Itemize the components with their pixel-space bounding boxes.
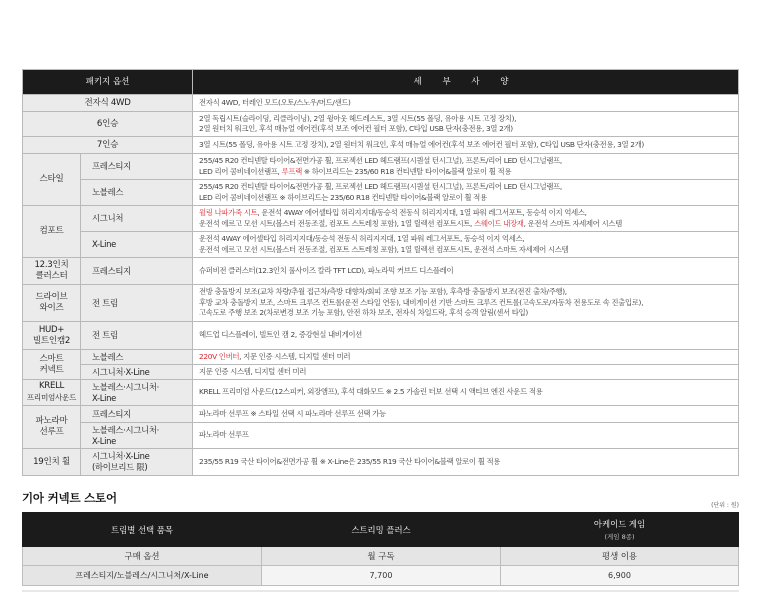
trim-noblesse-signature-xline: 노블레스·시그니처· X-Line [81, 380, 193, 406]
table-row [23, 95, 739, 112]
trim-noblesse: 노블레스 [81, 180, 193, 206]
store-header-row [23, 513, 739, 547]
option-desc: 235/55 R19 국산 타이어&전면가공 휠 ※ X-Line은 235/55 R19 국산 타이어&블랙 알로이 휠 적용 [193, 449, 739, 476]
trim-signature-xline-hybrid: 시그니처·X-Line (하이브리드 限) [81, 449, 193, 476]
option-smart-connect: 스마트 커넥트 [23, 350, 81, 380]
table-row [23, 137, 739, 154]
option-desc: 지문 인증 시스템, 디지털 센터 미러 [193, 365, 739, 380]
option-desc: 윌링 나파가죽 시트, 운전석 4WAY 에어셀타입 허리지지대/동승석 전동식 허리지지대, 1열 파워 레그서포트, 동승석 이지 억세스, 운전석 에르고 모션 시트(볼스터 전동조절, 컴포트 스트레칭 포함), 1열 릴렉션 컴포트시트, 스웨이드 내장재, 운전석 스마트 자세제어 시스템 [193, 206, 739, 232]
option-style: 스타일 [23, 154, 81, 206]
trim-all: 전 트림 [81, 322, 193, 350]
table-row [23, 258, 739, 285]
table-row [23, 232, 739, 258]
header-detail: 세 부 사 양 [193, 70, 739, 95]
option-desc: 220V 인버터, 지문 인증 시스템, 디지털 센터 미러 [193, 350, 739, 365]
option-comfort: 컴포트 [23, 206, 81, 258]
package-options-table [22, 69, 739, 476]
trim-signature: 시그니처 [81, 206, 193, 232]
store-subheader-row [23, 547, 739, 566]
unit-note: (단위 : 원) [711, 502, 739, 509]
store-subheader-option: 구매 옵션 [23, 547, 262, 566]
trim-all: 전 트림 [81, 285, 193, 322]
option-desc: 전자식 4WD, 터레인 모드(오토/스노우/머드/샌드) [193, 95, 739, 112]
table-row [23, 285, 739, 322]
table-row [23, 406, 739, 423]
option-desc: KRELL 프리미엄 사운드(12스피커, 외장앰프), 후석 대화모드 ※ 2.5 가솔린 터보 선택 시 액티브 엔진 사운드 적용 [193, 380, 739, 406]
table-row [23, 180, 739, 206]
option-desc: 헤드업 디스플레이, 빌트인 캠 2, 증강현실 내비게이션 [193, 322, 739, 350]
table-row [23, 566, 739, 586]
trim-noblesse: 노블레스 [81, 350, 193, 365]
trim-prestige: 프레스티지 [81, 154, 193, 180]
option-cluster: 12.3인치 클러스터 [23, 258, 81, 285]
table-row [23, 206, 739, 232]
store-streaming-price: 7,700 [262, 566, 501, 586]
header-package: 패키지 옵션 [23, 70, 193, 95]
trim-xline: X-Line [81, 232, 193, 258]
option-hud: HUD+ 빌트인캠2 [23, 322, 81, 350]
table-row [23, 449, 739, 476]
store-header-arcade: 아케이드 게임 (게임 8종) [501, 513, 739, 547]
option-awd: 전자식 4WD [23, 95, 193, 112]
store-header-streaming: 스트리밍 플러스 [262, 513, 501, 547]
connect-store-table [22, 512, 739, 586]
table-row [23, 112, 739, 137]
trim-signature-xline: 시그니처·X-Line [81, 365, 193, 380]
store-subheader-monthly: 월 구독 [262, 547, 501, 566]
option-desc: 슈퍼비전 클러스터(12.3인치 풀사이즈 칼라 TFT LCD), 파노라믹 커브드 디스플레이 [193, 258, 739, 285]
option-desc: 파노라마 선루프 ※ 스타일 선택 시 파노라마 선루프 선택 가능 [193, 406, 739, 423]
option-desc: 전방 충돌방지 보조(교차 차량/추월 접근차/측방 대향차/회피 조향 보조 기능 포함), 후측방 충돌방지 보조(전진 출차/주행), 후방 교차 충돌방지 보조, 스마트 크루즈 컨트롤(운전 스타일 연동), 내비게이션 기반 스마트 크루즈 컨트롤(고속도로/자동차 전용도로 속 진출입로), 고속도로 주행 보조 2(차로변경 보조 기능 포함), 안전 하차 보조, 전자식 차일드락, 후석 승객 알림(센서 타입) [193, 285, 739, 322]
option-desc: 2열 독립시트(슬라이딩, 리클라이닝), 2열 윙아웃 헤드레스트, 3열 시트(55 폴딩, 유아용 시트 고정 장치), 2열 원터치 워크인, 후석 매뉴얼 에어컨(후석 보조 에어컨 필터 포함), C타입 USB 단자(충전용, 3열 2개) [193, 112, 739, 137]
store-section-title: 기아 커넥트 스토어 [22, 491, 117, 505]
store-trims: 프레스티지/노블레스/시그니처/X-Line [23, 566, 262, 586]
store-arcade-price: 6,900 [501, 566, 739, 586]
divider [22, 590, 739, 592]
table-row [23, 365, 739, 380]
option-krell: KRELL 프리미엄사운드 [23, 380, 81, 406]
option-6seat: 6인승 [23, 112, 193, 137]
trim-noblesse-signature-xline: 노블레스·시그니처· X-Line [81, 423, 193, 449]
table-row [23, 154, 739, 180]
store-header-trims: 트림별 선택 품목 [23, 513, 262, 547]
store-subheader-lifetime: 평생 이용 [501, 547, 739, 566]
trim-prestige: 프레스티지 [81, 406, 193, 423]
option-desc: 파노라마 선루프 [193, 423, 739, 449]
table-row [23, 380, 739, 406]
table-row [23, 423, 739, 449]
option-desc: 운전석 4WAY 에어셀타입 허리지지대/동승석 전동식 허리지지대, 1열 파워 레그서포트, 동승석 이지 억세스, 운전석 에르고 모션 시트(볼스터 전동조절, 컴포트 스트레칭 포함), 1열 릴렉션 컴포트시트, 운전석 스마트 자세제어 시스템 [193, 232, 739, 258]
option-7seat: 7인승 [23, 137, 193, 154]
option-drive-wise: 드라이브 와이즈 [23, 285, 81, 322]
option-desc: 255/45 R20 컨티넨탈 타이어&전면가공 휠, 프로젝션 LED 헤드램프(시퀀셜 턴시그널), 프론트/리어 LED 턴시그널램프, LED 리어 콤비네이션램프 ※ 하이브리드는 235/60 R18 컨티넨탈 타이어&블랙 알로이 휠 적용 [193, 180, 739, 206]
option-19inch-wheel: 19인치 휠 [23, 449, 81, 476]
trim-prestige: 프레스티지 [81, 258, 193, 285]
option-desc: 3열 시트(55 폴딩, 유아용 시트 고정 장치), 2열 원터치 워크인, 후석 매뉴얼 에어컨(후석 보조 에어컨 필터 포함), C타입 USB 단자(충전용, 3열 2개) [193, 137, 739, 154]
table-header-row [23, 70, 739, 95]
table-row [23, 322, 739, 350]
option-sunroof: 파노라마 선루프 [23, 406, 81, 449]
option-desc: 255/45 R20 컨티넨탈 타이어&전면가공 휠, 프로젝션 LED 헤드램프(시퀀셜 턴시그널), 프론트/리어 LED 턴시그널램프, LED 리어 콤비네이션램프, 루프랙 ※ 하이브리드는 235/60 R18 컨티넨탈 타이어&블랙 알로이 휠 적용 [193, 154, 739, 180]
table-row [23, 350, 739, 365]
